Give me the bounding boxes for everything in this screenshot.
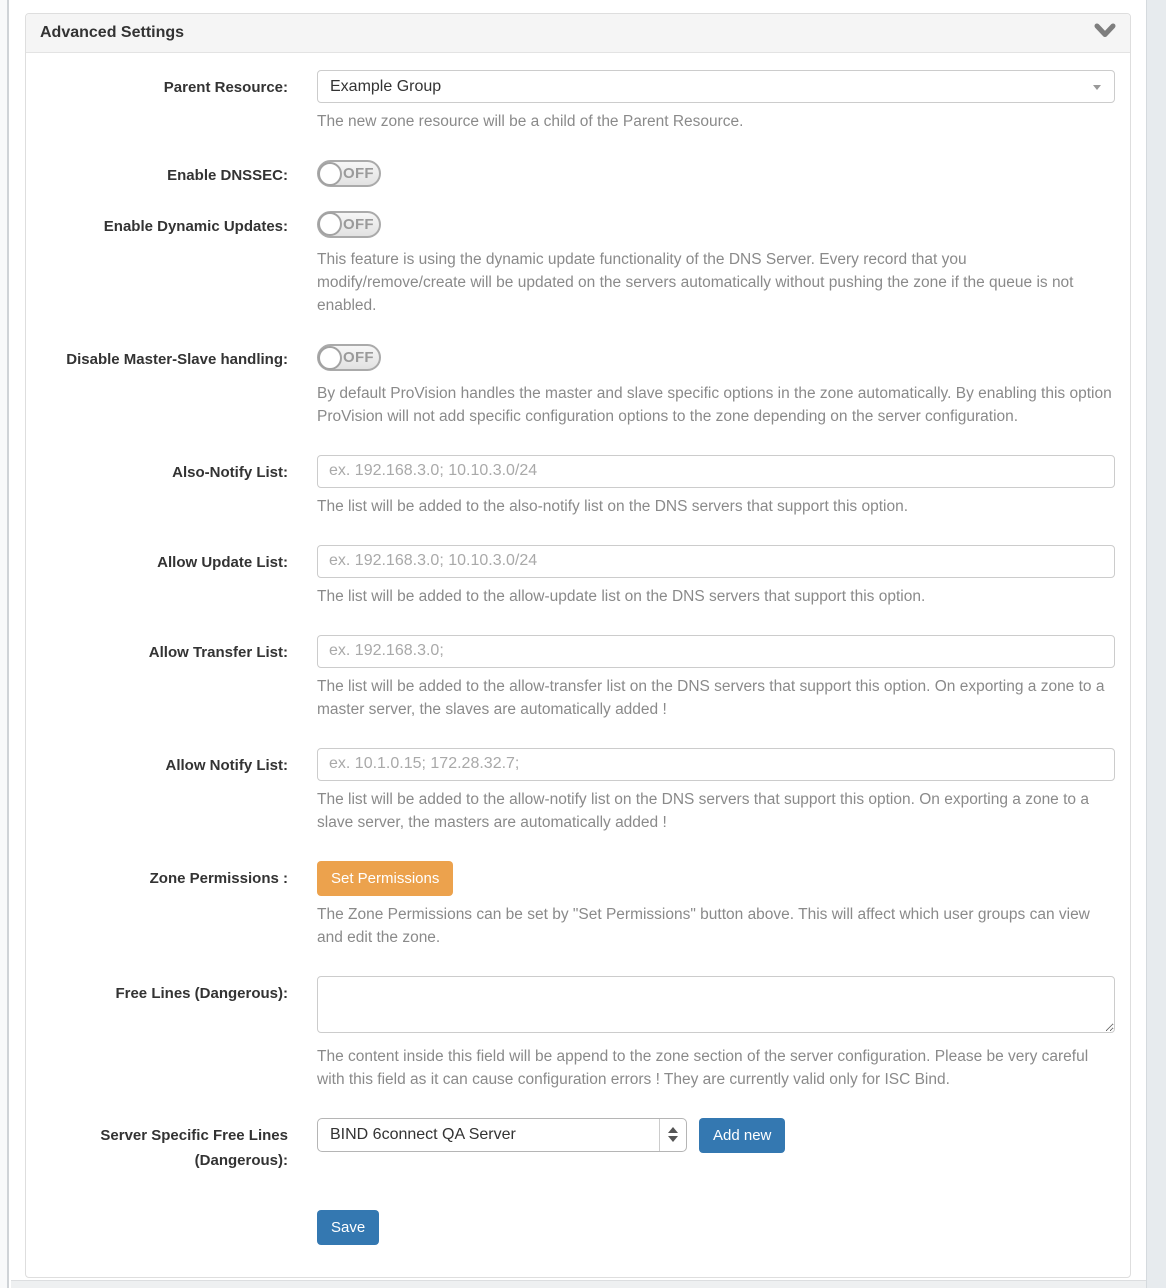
zone-permissions-label: Zone Permissions :: [149, 869, 288, 887]
parent-resource-selected-value: Example Group: [330, 77, 442, 95]
also-notify-row: [26, 455, 1115, 518]
allow-update-row: [26, 545, 1115, 608]
page-left-gutter: [0, 0, 9, 1288]
disable-master-slave-toggle[interactable]: [317, 344, 381, 371]
panel-body: [26, 53, 1130, 1245]
free-lines-label: Free Lines (Dangerous):: [115, 984, 288, 1002]
server-specific-free-lines-label: Server Specific Free Lines (Dangerous):: [100, 1126, 288, 1169]
toggle-state-label: OFF: [343, 215, 374, 233]
panel-header: [26, 14, 1130, 53]
allow-transfer-help: The list will be added to the allow-transfer list on the DNS servers that support this option. On exporting a zone to a master server, the slaves are automatically added !: [317, 677, 1105, 718]
zone-permissions-help: The Zone Permissions can be set by "Set Permissions" button above. This will affect which user groups can view and edit the zone.: [317, 905, 1090, 946]
enable-dnssec-row: [26, 160, 1115, 191]
free-lines-row: [26, 976, 1115, 1091]
free-lines-help: The content inside this field will be append to the zone section of the server configuration. Please be very careful with this field as it can cause configuration errors ! They are currently valid only for ISC Bind.: [317, 1047, 1089, 1088]
allow-update-input[interactable]: [317, 545, 1115, 578]
allow-notify-help: The list will be added to the allow-notify list on the DNS servers that support this option. On exporting a zone to a slave server, the masters are automatically added !: [317, 790, 1089, 831]
chevron-down-icon: [1094, 23, 1116, 44]
toggle-state-label: OFF: [343, 349, 374, 366]
allow-notify-label: Allow Notify List:: [165, 756, 288, 774]
allow-transfer-label: Allow Transfer List:: [148, 643, 288, 661]
up-down-arrows-icon: [659, 1119, 686, 1151]
save-button[interactable]: Save: [317, 1210, 379, 1245]
free-lines-textarea[interactable]: [317, 976, 1115, 1033]
save-row: [26, 1210, 1115, 1245]
server-specific-free-lines-row: [26, 1118, 1115, 1173]
toggle-state-label: OFF: [343, 165, 374, 182]
enable-dynamic-updates-label: Enable Dynamic Updates:: [103, 217, 288, 235]
set-permissions-button[interactable]: Set Permissions: [317, 861, 453, 896]
server-select[interactable]: [317, 1118, 687, 1152]
enable-dynamic-updates-row: [26, 211, 1115, 318]
allow-notify-row: [26, 748, 1115, 834]
allow-transfer-row: [26, 635, 1115, 721]
collapse-panel-button[interactable]: [1094, 23, 1116, 44]
enable-dnssec-label: Enable DNSSEC:: [167, 167, 288, 184]
allow-update-help: The list will be added to the allow-update list on the DNS servers that support this option.: [317, 587, 926, 605]
add-new-button[interactable]: Add new: [699, 1118, 785, 1153]
zone-permissions-row: [26, 861, 1115, 949]
next-section-edge: [11, 1280, 1146, 1288]
toggle-knob: [318, 346, 342, 370]
panel-title: Advanced Settings: [40, 24, 185, 41]
allow-update-label: Allow Update List:: [157, 553, 288, 571]
also-notify-input[interactable]: [317, 455, 1115, 488]
enable-dynamic-updates-help: This feature is using the dynamic update functionality of the DNS Server. Every record that you modify/remove/create will be updated on the servers automatically without pushing the zone if the queue is not enabled.: [317, 251, 1074, 314]
parent-resource-row: [26, 70, 1115, 133]
server-select-selected-value: BIND 6connect QA Server: [330, 1125, 516, 1143]
disable-master-slave-label: Disable Master-Slave handling:: [66, 351, 288, 368]
disable-master-slave-row: [26, 344, 1115, 428]
also-notify-help: The list will be added to the also-notify list on the DNS servers that support this option.: [317, 497, 909, 515]
parent-resource-select[interactable]: [317, 70, 1115, 103]
disable-master-slave-help: By default ProVision handles the master and slave specific options in the zone automatically. By enabling this option ProVision will not add specific configuration options to the zone depending on the server configuration.: [317, 384, 1112, 425]
allow-notify-input[interactable]: [317, 748, 1115, 781]
caret-down-icon: [1093, 85, 1101, 90]
toggle-knob: [318, 162, 342, 186]
advanced-settings-panel: [25, 13, 1131, 1278]
parent-resource-help: The new zone resource will be a child of the Parent Resource.: [317, 113, 744, 130]
page-right-gutter: [1146, 0, 1166, 1288]
allow-transfer-input[interactable]: [317, 635, 1115, 668]
also-notify-label: Also-Notify List:: [172, 463, 288, 481]
parent-resource-label: Parent Resource:: [163, 79, 288, 96]
toggle-knob: [318, 212, 342, 236]
enable-dynamic-updates-toggle[interactable]: [317, 211, 381, 238]
enable-dnssec-toggle[interactable]: [317, 160, 381, 187]
